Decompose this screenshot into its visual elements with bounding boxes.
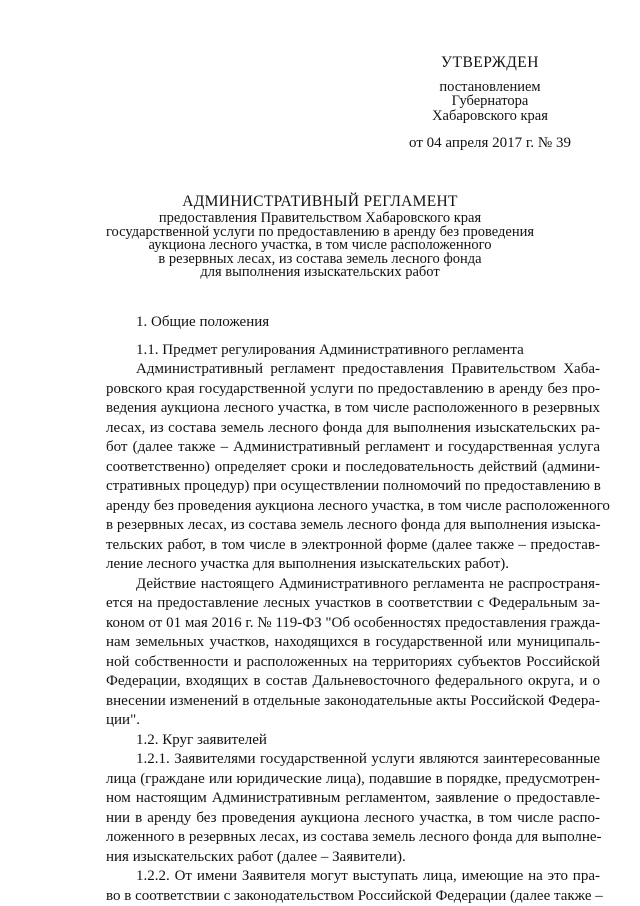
document-title: АДМИНИСТРАТИВНЫЙ РЕГЛАМЕНТ (0, 193, 640, 211)
section-heading-general: 1. Общие положения (106, 313, 600, 333)
document-subtitle (95, 212, 545, 280)
approval-line-2: Губернатора (400, 94, 580, 109)
text-line: ление лесного участка для выполнения изыскательских работ). (106, 555, 600, 575)
text-line: 1.2.1. Заявителями государственной услуги являются заинтересованные (106, 750, 600, 770)
subtitle-line: государственной услуги по предоставлению в аренду без проведения (95, 226, 545, 240)
text-line: лица (граждане или юридические лица), подавшие в порядке, предусмотрен- (106, 770, 600, 790)
approval-date: от 04 апреля 2017 г. № 39 (400, 136, 580, 151)
paragraph-exclusion (106, 575, 600, 731)
text-line: внесении изменений в отдельные законодательные акты Российской Федера- (106, 692, 600, 712)
text-line: 1.2.2. От имени Заявителя могут выступать лица, имеющие на это пра- (106, 867, 600, 887)
text-line: нии в аренду без проведения аукциона лесного участка, в том числе распо- (106, 809, 600, 829)
text-line: ровского края государственной услуги по предоставлению в аренду без про- (106, 380, 600, 400)
text-line: тельских работ, в том числе в электронной форме (далее также – предостав- (106, 536, 600, 556)
text-line: коном от 01 мая 2016 г. № 119-ФЗ "Об особенностях предоставления гражда- (106, 614, 600, 634)
text-line: аренду без проведения аукциона лесного участка, в том числе расположенного (106, 497, 600, 517)
text-line: бот (далее также – Административный регламент и государственная услуга (106, 438, 600, 458)
section-heading-applicants: 1.2. Круг заявителей (106, 731, 600, 751)
text-line: ния изыскательских работ (далее – Заявители). (106, 848, 600, 868)
subtitle-line: для выполнения изыскательских работ (95, 266, 545, 280)
text-line: Административный регламент предоставления Правительством Хаба- (106, 360, 600, 380)
text-line: стративных процедур) при осуществлении полномочий по предоставлению в (106, 477, 600, 497)
text-line: соответственно) определяет сроки и последовательность действий (админи- (106, 458, 600, 478)
approval-stamp (400, 56, 580, 151)
text-line: во в соответствии с законодательством Российской Федерации (далее также – (106, 887, 600, 906)
paragraph-applicants (106, 750, 600, 867)
text-line: ведения аукциона лесного участка, в том числе расположенного в резервных (106, 399, 600, 419)
text-line: нам земельных участков, находящихся в государственной или муниципаль- (106, 633, 600, 653)
text-line: в резервных лесах, из состава земель лесного фонда для выполнения изыска- (106, 516, 600, 536)
approval-line-3: Хабаровского края (400, 109, 580, 124)
subtitle-line: в резервных лесах, из состава земель лесного фонда (95, 253, 545, 267)
text-line: лесах, из состава земель лесного фонда для выполнения изыскательских ра- (106, 419, 600, 439)
document-body (106, 313, 600, 906)
text-line: ется на предоставление лесных участков в соответствии с Федеральным за- (106, 594, 600, 614)
section-heading-subject: 1.1. Предмет регулирования Административного регламента (106, 341, 600, 361)
text-line: ной собственности и расположенных на территориях субъектов Российской (106, 653, 600, 673)
text-line: ложенного в резервных лесах, из состава земель лесного фонда для выполне- (106, 828, 600, 848)
text-line: ции". (106, 711, 600, 731)
subtitle-line: аукциона лесного участка, в том числе расположенного (95, 239, 545, 253)
text-line: Действие настоящего Административного регламента не распространя- (106, 575, 600, 595)
approval-line-1: постановлением (400, 80, 580, 95)
paragraph-regulation-scope (106, 360, 600, 575)
text-line: Федерации, входящих в состав Дальневосточного федерального округа, и о (106, 672, 600, 692)
paragraph-representatives (106, 867, 600, 906)
text-line: ном настоящим Административным регламентом, заявление о предоставле- (106, 789, 600, 809)
subtitle-line: предоставления Правительством Хабаровского края (95, 212, 545, 226)
approval-heading: УТВЕРЖДЕН (400, 56, 580, 71)
